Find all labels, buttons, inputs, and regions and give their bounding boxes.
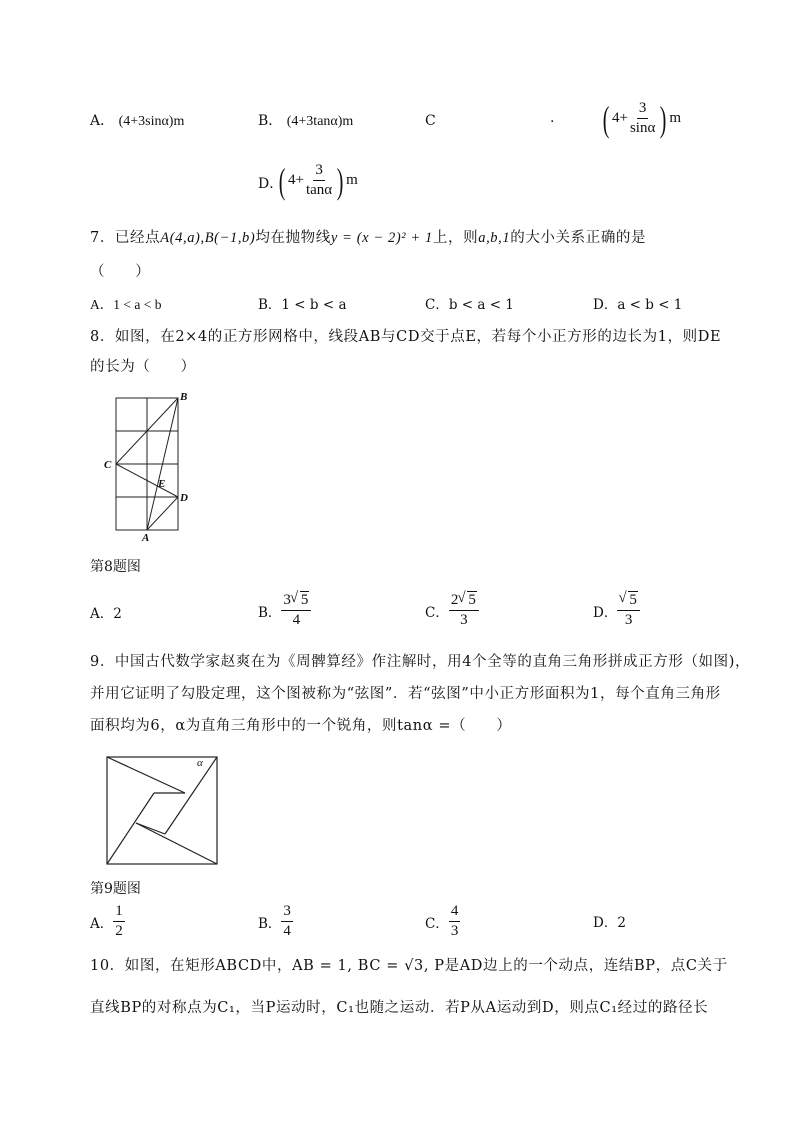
q9-option-a-fraction <box>113 903 125 940</box>
q8-option-d-rad: 5 <box>629 592 637 608</box>
q6-c-num: 3 <box>637 100 649 119</box>
q8-stem-line-2 <box>90 357 196 377</box>
q8-label-b: B <box>180 391 188 403</box>
q8-label-c: C <box>104 459 112 471</box>
q9-option-a <box>90 903 125 940</box>
q9-triangle-line-2 <box>165 757 217 834</box>
q7-text-4: 的大小关系正确的是 <box>510 230 647 246</box>
q6-d-den: tanα <box>305 182 333 198</box>
q6-option-c-dot <box>550 108 554 128</box>
q9-string-diagram <box>100 752 225 867</box>
q7-stem <box>90 228 646 248</box>
q8-caption <box>90 556 141 576</box>
q9-alpha-label: α <box>197 757 203 769</box>
q9-triangle-line-3 <box>136 823 217 864</box>
q8-line-2: 的长为（ ） <box>90 359 196 375</box>
q7-option-b-text: B．1 < b < a <box>258 297 347 313</box>
q6-option-b-label: B． <box>258 113 283 129</box>
q8-label-d: D <box>180 492 188 504</box>
q6-option-c-letter: C <box>425 113 436 129</box>
q8-option-b-num <box>281 592 311 611</box>
q8-option-d-sqrt <box>619 592 638 609</box>
q9-option-c-fraction <box>449 903 461 940</box>
q7-option-a-text: A．1 < a < b <box>90 297 162 312</box>
q8-label-e: E <box>158 478 166 490</box>
q7-option-c <box>425 295 514 315</box>
q7-option-a <box>90 295 161 315</box>
q6-option-c-expr <box>600 100 681 137</box>
q8-option-d-den: 3 <box>624 612 633 628</box>
q9-stem-line-3 <box>90 716 511 736</box>
q7-option-d <box>593 295 682 315</box>
q6-c-fraction <box>628 100 657 137</box>
q7-points: A(4,a),B(−1,b) <box>160 230 256 246</box>
q6-d-num: 3 <box>313 162 325 181</box>
q9-line-2: 并用它证明了勾股定理，这个图被称为“弦图”．若“弦图”中小正方形面积为1，每个直角三角形 <box>90 686 721 702</box>
q10-line-1: 10．如图，在矩形ABCD中，AB = 1, BC = √3, P是AD边上的一个动点，连结BP，点C关于 <box>90 958 728 974</box>
q9-option-b-num: 3 <box>281 903 293 922</box>
q8-option-c-num <box>449 592 479 611</box>
q8-stem-line-1 <box>90 327 721 347</box>
q7-parabola: y = (x − 2)² + 1 <box>330 230 433 246</box>
q9-option-a-den: 2 <box>115 923 123 939</box>
q8-option-c-rad: 5 <box>468 592 476 608</box>
q9-stem-line-2 <box>90 684 721 704</box>
q6-c-unit: m <box>669 110 682 126</box>
q6-option-a-expr: (4+3sinα)m <box>118 114 185 129</box>
q7-blank-text: （ ） <box>90 264 151 280</box>
q9-option-b-label: B． <box>258 915 282 932</box>
q6-d-pre: 4+ <box>288 172 304 188</box>
q7-option-d-text: D．a < b < 1 <box>593 297 683 313</box>
q8-caption-text: 第8题图 <box>90 559 141 575</box>
q8-option-d-label: D． <box>593 604 618 621</box>
q6-c-den: sinα <box>629 120 656 136</box>
q8-option-d <box>593 592 640 629</box>
q6-option-d-expr <box>276 162 358 199</box>
q9-option-a-label: A． <box>90 915 114 932</box>
q6-option-d-letter: D． <box>258 176 284 192</box>
q8-label-a: A <box>142 532 150 543</box>
q6-d-open-paren: ( <box>278 160 286 201</box>
q7-text-2: 均在抛物线 <box>255 230 331 246</box>
q6-c-pre: 4+ <box>612 110 628 126</box>
q9-triangle-line-1 <box>107 757 185 793</box>
q7-blank <box>90 262 150 282</box>
q6-option-a-label: A． <box>90 113 115 129</box>
q9-option-c-den: 3 <box>450 923 459 939</box>
q6-d-fraction <box>304 162 334 199</box>
q9-option-b <box>258 903 293 940</box>
q7-option-c-text: C．b < a < 1 <box>425 297 514 313</box>
q8-option-c-label: C． <box>425 604 449 621</box>
q9-inner-square-bottom <box>136 823 165 834</box>
q8-option-d-fraction <box>617 592 640 629</box>
q8-option-b-coef: 3 <box>283 592 291 608</box>
q7-option-b <box>258 295 347 315</box>
q9-option-d <box>593 913 626 933</box>
q6-c-close-paren: ) <box>660 98 667 139</box>
q8-option-b-sqrt <box>291 592 310 609</box>
q9-option-b-fraction <box>281 903 293 940</box>
q9-line-1: 9．中国古代数学家赵爽在为《周髀算经》作注解时，用4个全等的直角三角形拼成正方形（如图)， <box>90 654 751 670</box>
q9-option-c-label: C． <box>425 915 449 932</box>
q6-option-c-label <box>425 111 436 131</box>
q6-d-unit: m <box>346 172 358 188</box>
q9-option-c-num: 4 <box>449 903 461 922</box>
q8-option-b-rad: 5 <box>300 592 309 608</box>
q10-line-2: 直线BP的对称点为C₁，当P运动时，C₁也随之运动．若P从A运动到D，则点C₁经过的路径长 <box>90 1000 709 1016</box>
q6-option-b-expr: (4+3tanα)m <box>286 114 354 129</box>
q10-stem-line-1 <box>90 956 728 976</box>
q10-stem-line-2 <box>90 998 708 1018</box>
q9-stem-line-1 <box>90 652 750 672</box>
q8-option-a <box>90 604 122 624</box>
q9-outer-square <box>107 757 217 864</box>
q9-option-b-den: 4 <box>283 923 291 939</box>
q8-option-c-sqrt <box>458 592 477 609</box>
q8-option-b-fraction <box>281 592 311 629</box>
q9-option-d-text: D．2 <box>593 915 626 931</box>
q9-option-c <box>425 903 460 940</box>
q8-option-b-label: B． <box>258 604 282 621</box>
q9-caption-text: 第9题图 <box>90 881 141 897</box>
q9-caption <box>90 878 141 898</box>
q8-option-b-den: 4 <box>292 612 301 628</box>
q6-option-a <box>90 111 184 132</box>
q8-option-c-den: 3 <box>460 612 468 628</box>
q6-c-open-paren: ( <box>602 98 610 139</box>
q6-d-close-paren: ) <box>336 160 344 201</box>
q7-text-1: 7．已经点 <box>90 230 161 246</box>
q8-option-a-text: A．2 <box>90 606 122 622</box>
q8-segment-ad <box>147 497 178 530</box>
q8-option-b <box>258 592 311 629</box>
q8-grid-figure <box>100 388 200 543</box>
q6-option-b <box>258 111 353 132</box>
q7-text-3: 上，则 <box>432 230 479 246</box>
q7-vars: a,b,1 <box>478 230 511 246</box>
q9-line-3: 面积均为6，α为直角三角形中的一个锐角，则tanα =（ ） <box>90 718 512 734</box>
q8-line-1: 8．如图，在2×4的正方形网格中，线段AB与CD交于点E，若每个小正方形的边长为1，则DE <box>90 329 722 345</box>
q8-option-c <box>425 592 479 629</box>
q9-option-a-num: 1 <box>113 903 125 922</box>
q8-option-c-coef: 2 <box>450 592 459 608</box>
q8-option-d-num <box>617 592 640 611</box>
q6-option-c-dot-text: . <box>550 110 555 126</box>
q8-option-c-fraction <box>449 592 479 629</box>
